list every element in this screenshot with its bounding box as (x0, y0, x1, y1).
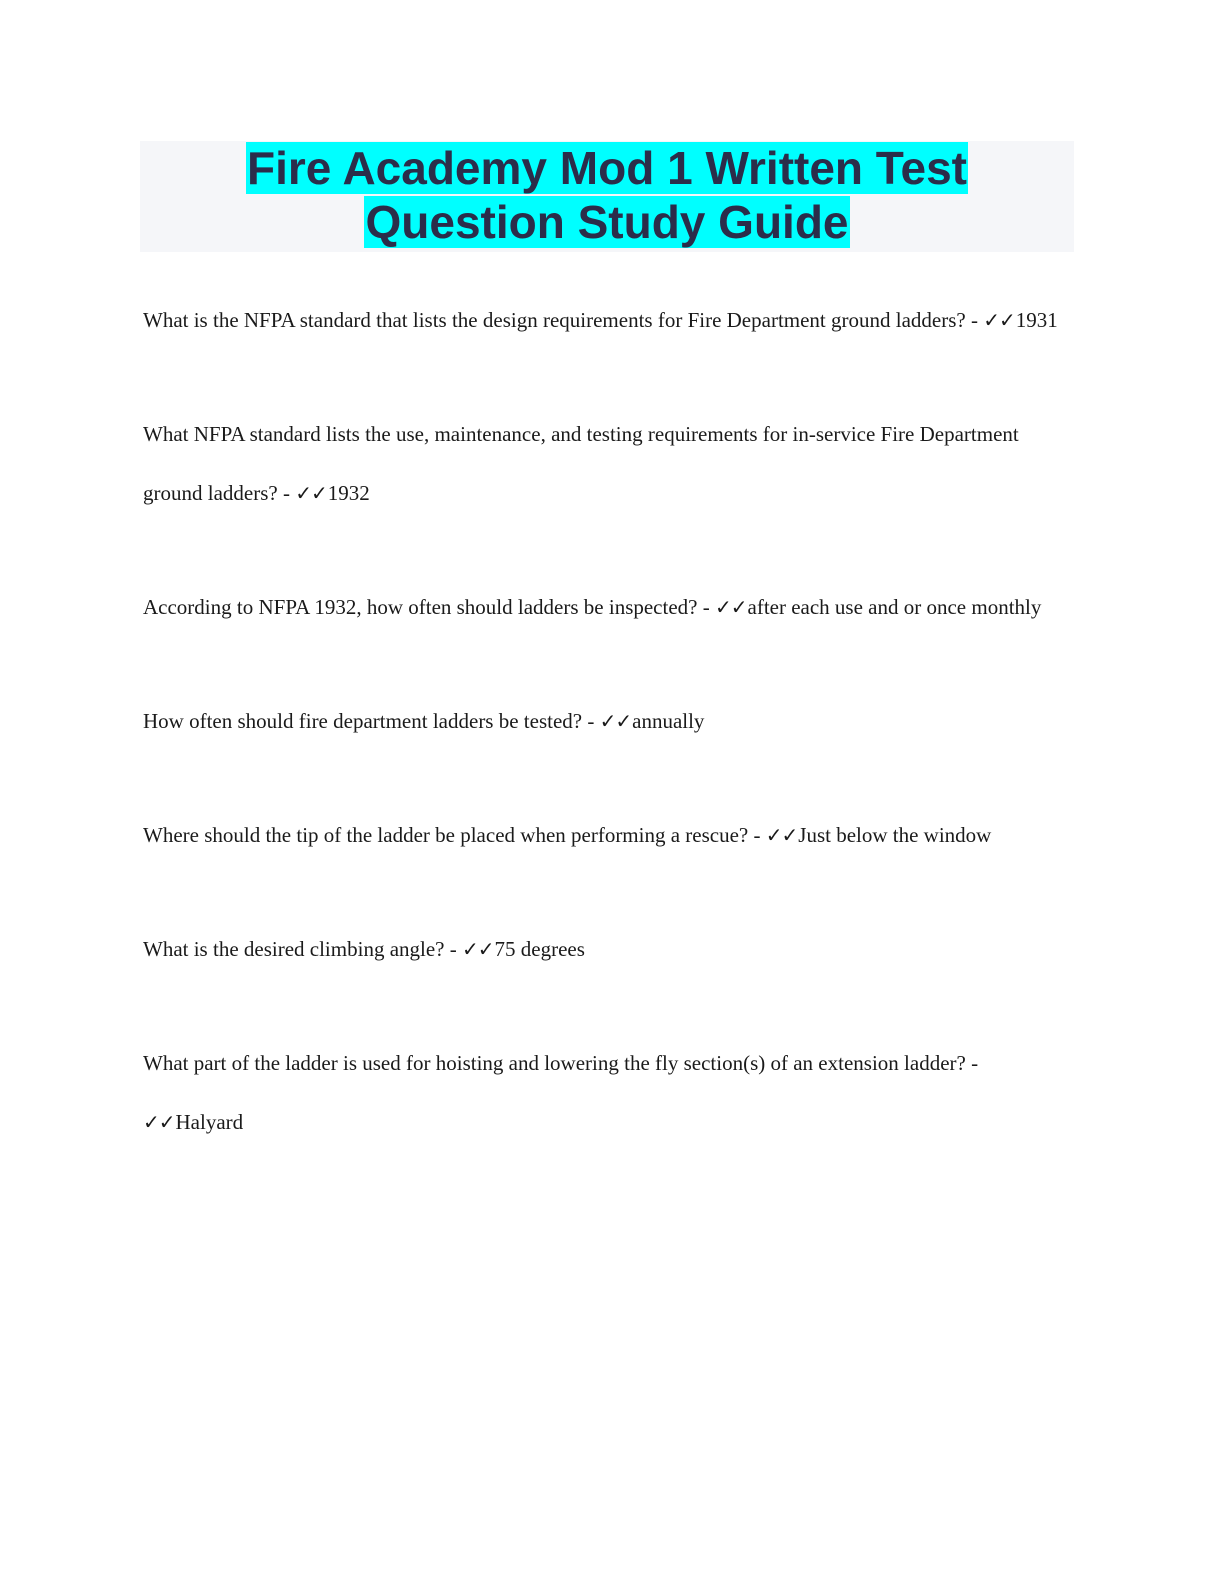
qa-item-6 (143, 920, 1063, 979)
question-text: What NFPA standard lists the use, maintenance, and testing requirements for in-service Fire Department ground ladders? (143, 422, 1019, 505)
title-line-1 (140, 141, 1074, 195)
qa-item-7 (143, 1034, 1063, 1152)
double-check-icon: ✓✓ (295, 481, 327, 505)
question-text: According to NFPA 1932, how often should ladders be inspected? (143, 595, 698, 619)
qa-item-4 (143, 692, 1063, 751)
double-check-icon: ✓✓ (143, 1110, 175, 1134)
separator: - (748, 823, 766, 847)
qa-item-2 (143, 405, 1063, 523)
double-check-icon: ✓✓ (599, 709, 632, 733)
double-check-icon: ✓✓ (714, 595, 747, 619)
title-text-1: Fire Academy Mod 1 Written Test (247, 142, 967, 194)
question-text: What is the NFPA standard that lists the design requirements for Fire Department ground ladders? (143, 308, 966, 332)
answer-text: Halyard (175, 1110, 244, 1134)
separator: - (277, 481, 296, 505)
qa-item-3 (143, 578, 1063, 637)
qa-item-1 (143, 291, 1063, 350)
title-line-2 (140, 195, 1074, 249)
separator: - (582, 709, 600, 733)
title-block (140, 141, 1074, 252)
question-text: Where should the tip of the ladder be placed when performing a rescue? (143, 823, 749, 847)
separator: - (444, 937, 462, 961)
separator: - (697, 595, 715, 619)
answer-text: Just below the window (798, 823, 992, 847)
question-text: What is the desired climbing angle? (143, 937, 445, 961)
title-text-2: Question Study Guide (365, 196, 849, 248)
question-text: How often should fire department ladders be tested? (143, 709, 583, 733)
double-check-icon: ✓✓ (462, 937, 494, 961)
double-check-icon: ✓✓ (765, 823, 798, 847)
double-check-icon: ✓✓ (983, 308, 1015, 332)
answer-text: 1931 (1015, 308, 1058, 332)
answer-text: 1932 (327, 481, 370, 505)
answer-text: after each use and or once monthly (747, 595, 1042, 619)
question-list (143, 291, 1063, 1152)
qa-item-5 (143, 806, 1063, 865)
separator: - (965, 1051, 979, 1075)
separator: - (965, 308, 984, 332)
question-text: What part of the ladder is used for hoisting and lowering the fly section(s) of an extension ladder? (143, 1051, 966, 1075)
answer-text: annually (632, 709, 705, 733)
answer-text: 75 degrees (494, 937, 585, 961)
